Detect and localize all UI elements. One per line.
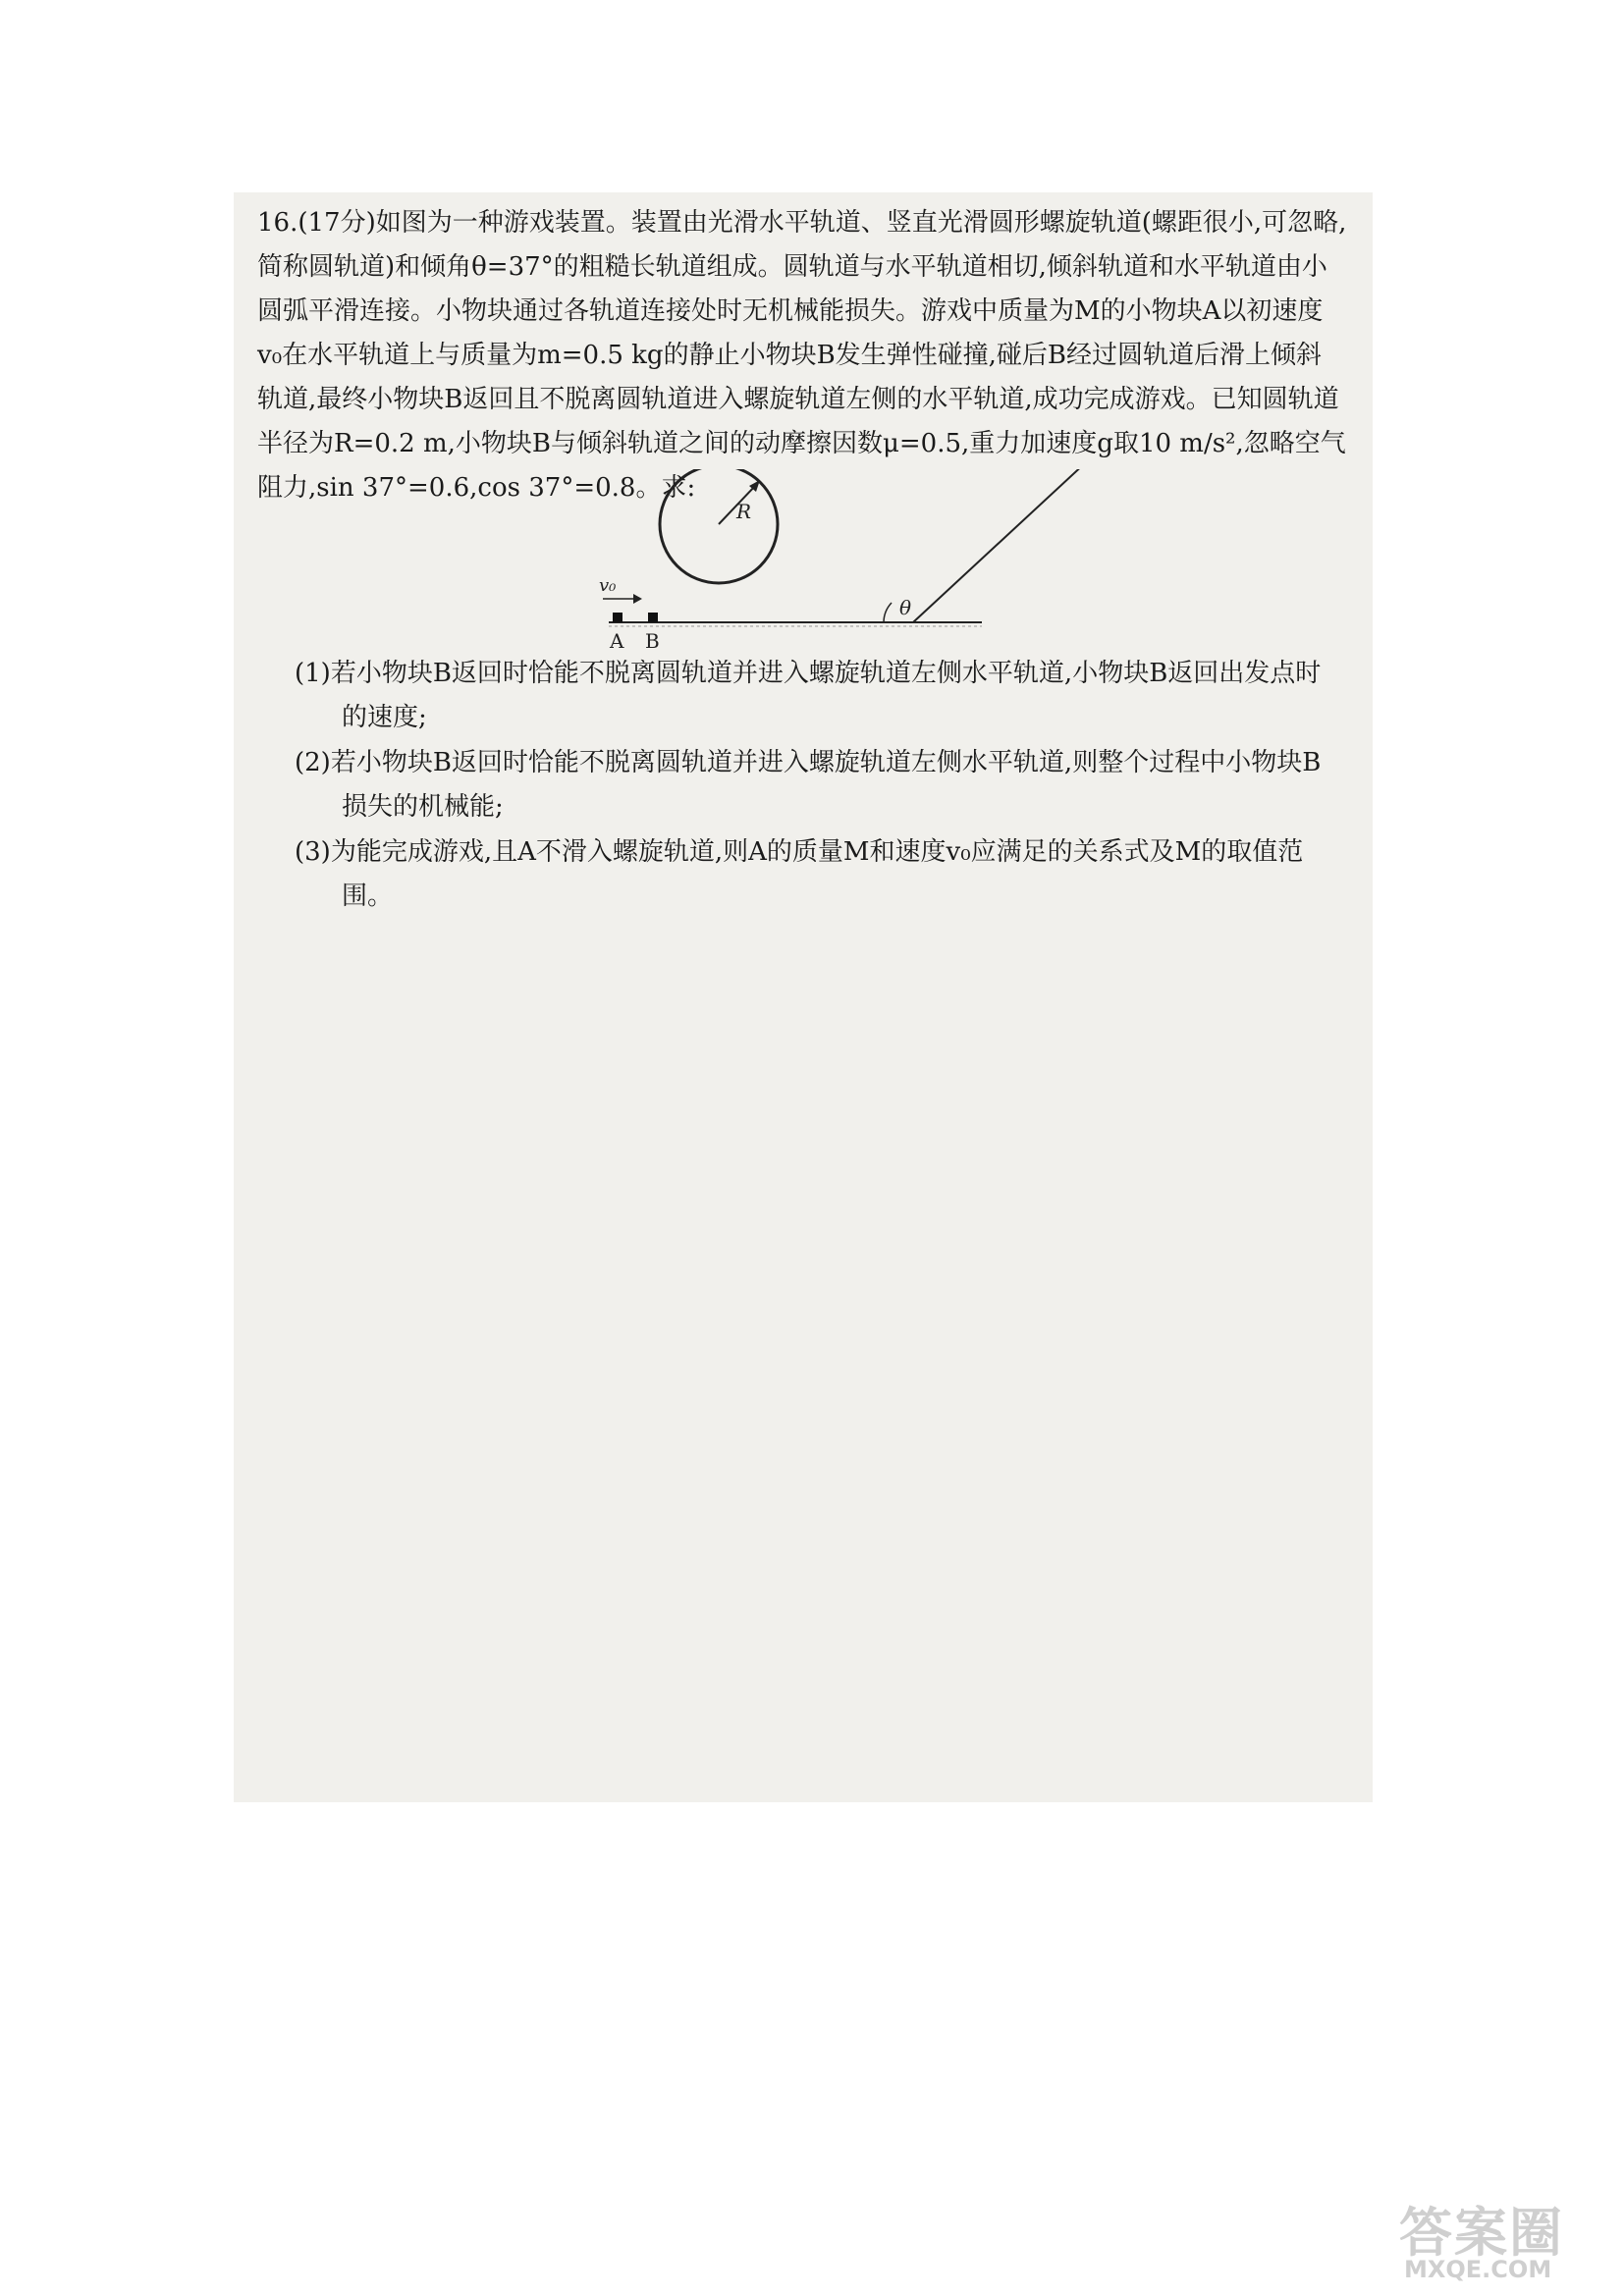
block-b bbox=[648, 613, 658, 622]
block-a-label: A bbox=[610, 629, 624, 653]
watermark-logo: 答案圈 bbox=[1399, 2202, 1564, 2264]
sub-questions bbox=[295, 652, 1345, 920]
inclined-track bbox=[913, 469, 1080, 622]
angle-arc bbox=[884, 603, 892, 622]
sub-question-1: (1)若小物块B返回时恰能不脱离圆轨道并进入螺旋轨道左侧水平轨道,小物块B返回出发点时的速度; bbox=[295, 659, 1322, 732]
block-a bbox=[613, 613, 623, 622]
problem-16 bbox=[257, 201, 1347, 510]
block-b-label: B bbox=[645, 629, 660, 653]
v0-label: v₀ bbox=[599, 575, 617, 596]
radius-label: R bbox=[736, 500, 752, 523]
sub-question-2: (2)若小物块B返回时恰能不脱离圆轨道并进入螺旋轨道左侧水平轨道,则整个过程中小物块B损失的机械能; bbox=[295, 748, 1322, 822]
problem-stem: 16.(17分)如图为一种游戏装置。装置由光滑水平轨道、竖直光滑圆形螺旋轨道(螺距很小,可忽略,简称圆轨道)和倾角θ=37°的粗糙长轨道组成。圆轨道与水平轨道相切,倾斜轨道和水平轨道由小圆弧平滑连接。小物块通过各轨道连接处时无机械能损失。游戏中质量为M的小物块A以初速度v₀在水平轨道上与质量为m=0.5 kg的静止小物块B发生弹性碰撞,碰后B经过圆轨道后滑上倾斜轨道,最终小物块B返回且不脱离圆轨道进入螺旋轨道左侧的水平轨道,成功完成游戏。已知圆轨道半径为R=0.2 m,小物块B与倾斜轨道之间的动摩擦因数μ=0.5,重力加速度g取10 m/s²,忽略空气阻力,sin 37°=0.6,cos 37°=0.8。求: bbox=[257, 208, 1347, 503]
theta-label: θ bbox=[899, 596, 912, 619]
circular-loop-track bbox=[660, 469, 778, 583]
watermark-url: MXQE.COM bbox=[1404, 2256, 1552, 2283]
track-diagram bbox=[589, 469, 1080, 656]
sub-question-3: (3)为能完成游戏,且A不滑入螺旋轨道,则A的质量M和速度v₀应满足的关系式及M的取值范围。 bbox=[295, 837, 1304, 911]
